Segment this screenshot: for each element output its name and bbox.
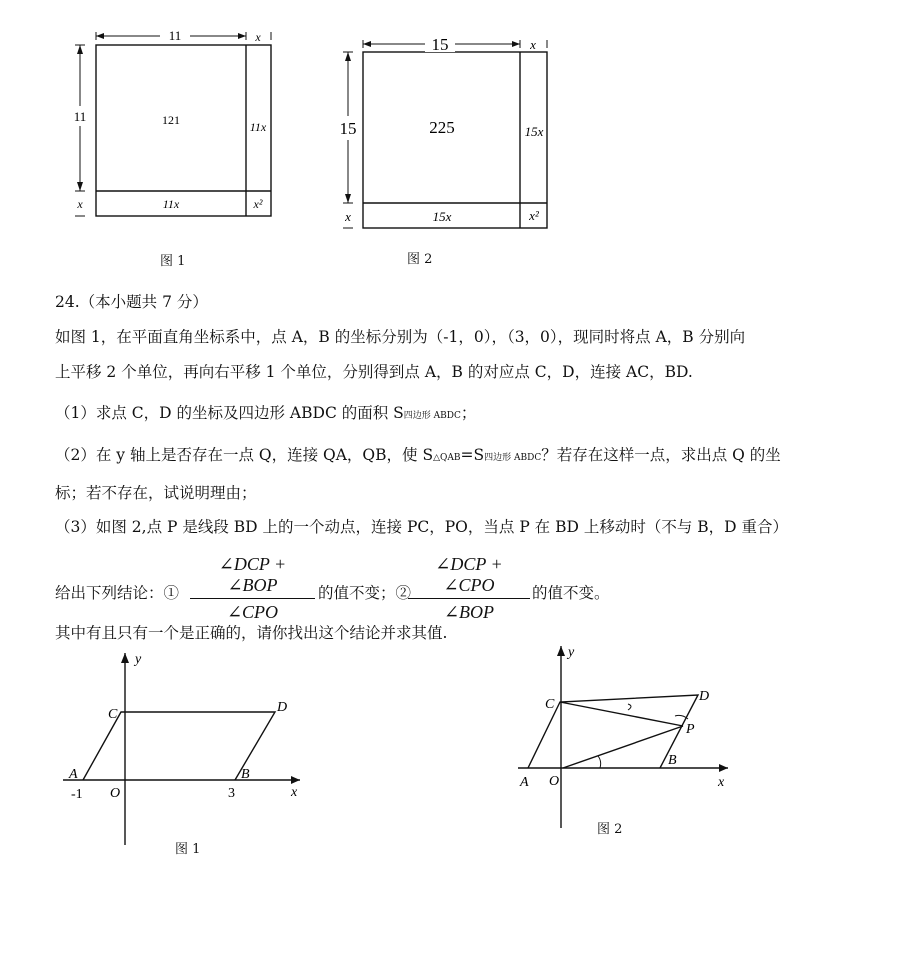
y-axis-label: y	[568, 645, 575, 660]
segment-PO	[563, 726, 683, 768]
problem-intro-line-2: 上平移 2 个单位，再向右平移 1 个单位，分别得到点 A，B 的对应点 C，D，连接 AC，BD.	[55, 363, 693, 381]
angle-DCP-arc	[628, 704, 631, 710]
conclusion-lead: 给出下列结论：①	[55, 584, 180, 602]
top-dim-label: 15	[431, 35, 449, 54]
fraction-1	[190, 554, 315, 623]
question-1	[55, 403, 476, 426]
right-area-label: 11x	[249, 120, 267, 134]
figure-2-caption: 图 2	[407, 252, 433, 267]
right-area-label: 15x	[524, 124, 544, 139]
point-D-label: D	[277, 700, 288, 715]
point-D-label: D	[699, 689, 710, 704]
conclusion-middle: 的值不变；②	[318, 584, 412, 602]
tick-label-3: 3	[228, 786, 235, 801]
top-x-label: x	[530, 37, 536, 52]
origin-label: O	[110, 786, 121, 801]
question-1-end: ；	[460, 404, 477, 422]
question-2-text-b: =S	[460, 446, 485, 464]
fraction-1-numerator: ∠DCP + ∠BOP	[190, 554, 315, 599]
point-C-label: C	[108, 707, 118, 722]
left-x-label: x	[345, 209, 351, 224]
left-dim-label: 15	[339, 119, 357, 138]
y-axis-label: y	[135, 652, 142, 667]
left-x-label: x	[77, 197, 83, 211]
graph-1-caption: 图 1	[175, 842, 201, 857]
corner-area-label: x²	[253, 197, 263, 211]
question-2-text-a: （2）在 y 轴上是否存在一点 Q，连接 QA，QB，使 S	[55, 446, 434, 464]
area-label: 121	[162, 113, 180, 127]
square-figure-1	[60, 28, 290, 238]
question-2-subscript-1: △QAB	[433, 453, 461, 463]
point-C-label: C	[545, 697, 555, 712]
question-3: （3）如图 2,点 P 是线段 BD 上的一个动点，连接 PC，PO，当点 P 在 BD 上移动时（不与 B，D 重合）	[55, 518, 789, 536]
question-2-continued: 标；若不存在，试说明理由；	[55, 484, 257, 502]
problem-intro-line-1: 如图 1，在平面直角坐标系中，点 A，B 的坐标分别为（-1，0），（3，0），现同时将点 A，B 分别向	[55, 328, 746, 346]
bottom-area-label: 11x	[162, 197, 180, 211]
point-P-label: P	[686, 722, 695, 737]
bottom-area-label: 15x	[432, 209, 452, 224]
tick-label-neg1: -1	[71, 787, 83, 802]
top-dim-label: 11	[168, 28, 182, 43]
square-figure-2	[330, 28, 560, 238]
left-dim-label: 11	[73, 109, 87, 124]
area-label: 225	[429, 118, 455, 137]
final-instruction: 其中有且只有一个是正确的，请你找出这个结论并求其值.	[55, 624, 448, 642]
x-axis-label: x	[291, 785, 298, 800]
question-1-text: （1）求点 C，D 的坐标及四边形 ABDC 的面积 S	[55, 404, 404, 422]
fraction-1-denominator: ∠CPO	[226, 602, 279, 622]
coordinate-graph-1	[55, 645, 315, 860]
coordinate-graph-2	[510, 640, 740, 840]
segment-CP	[560, 702, 683, 726]
fraction-2-denominator: ∠BOP	[443, 602, 495, 622]
question-2-subscript-2: 四边形 ABDC	[484, 453, 542, 463]
origin-label: O	[549, 774, 560, 789]
point-B-label: B	[668, 753, 677, 768]
conclusion-end: 的值不变。	[532, 584, 610, 602]
fraction-2-numerator: ∠DCP + ∠CPO	[408, 554, 530, 599]
top-x-label: x	[255, 30, 261, 44]
x-axis-label: x	[718, 775, 725, 790]
fraction-2	[408, 554, 530, 623]
point-A-label: A	[520, 775, 529, 790]
question-2	[55, 445, 781, 468]
problem-header: 24.（本小题共 7 分）	[55, 293, 208, 311]
graph-2-caption: 图 2	[597, 822, 623, 837]
angle-BOP-arc	[598, 756, 601, 768]
point-B-label: B	[241, 767, 250, 782]
point-A-label: A	[69, 767, 78, 782]
figure-1-caption: 图 1	[160, 254, 186, 269]
corner-area-label: x²	[529, 208, 539, 223]
question-2-text-c: ？若存在这样一点，求出点 Q 的坐	[541, 446, 781, 464]
question-1-subscript: 四边形 ABDC	[403, 411, 461, 421]
